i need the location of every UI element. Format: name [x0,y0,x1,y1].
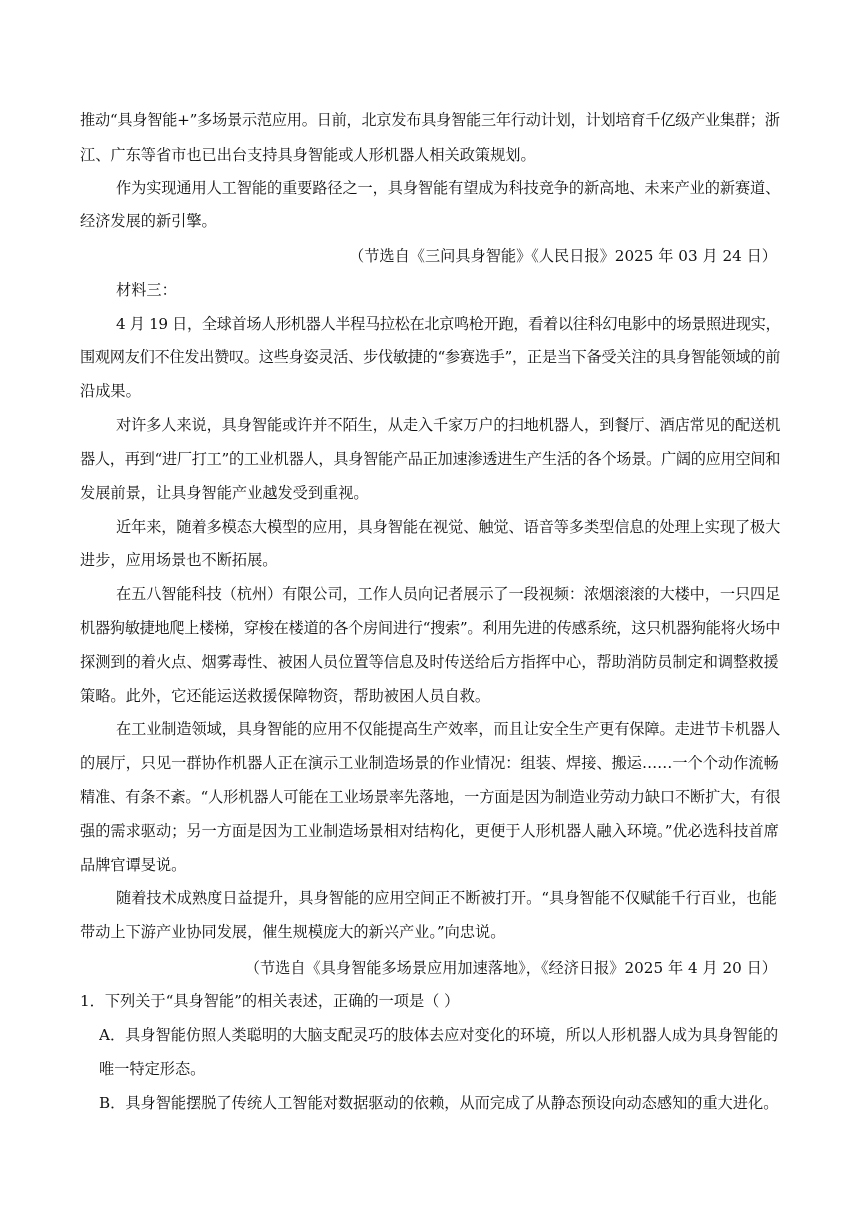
option-b: B．具身智能摆脱了传统人工智能对数据驱动的依赖，从而完成了从静态预设向动态感知的重大进化。 [99,1094,779,1112]
text-line: 进步，应用场景也不断拓展。 [80,551,278,569]
paragraph-start-line: 随着技术成熟度日益提升，具身智能的应用空间正不断被打开。“具身智能不仅赋能千行百业，也能 [116,889,777,907]
option-a-continuation: 唯一特定形态。 [99,1060,206,1078]
paragraph-start-line: 4 月 19 日，全球首场人形机器人半程马拉松在北京鸣枪开跑，看着以往科幻电影中的场景照进现实， [116,315,780,333]
text-line: 发展前景，让具身智能产业越发受到重视。 [80,484,369,502]
text-line: 沿成果。 [80,382,141,400]
text-line: 带动上下游产业协同发展，催生规模庞大的新兴产业。”向忠说。 [80,923,506,941]
text-line: 探测到的着火点、烟雾毒性、被困人员位置等信息及时传送给后方指挥中心，帮助消防员制定和调整救援 [80,653,779,671]
paragraph-start-line: 在五八智能科技（杭州）有限公司，工作人员向记者展示了一段视频：浓烟滚滚的大楼中，一只四足 [116,585,780,603]
option-a: A．具身智能仿照人类聪明的大脑支配灵巧的肢体去应对变化的环境，所以人形机器人成为具身智能的 [99,1026,779,1044]
text-line: 的展厅，只见一群协作机器人正在演示工业制造场景的作业情况：组装、焊接、搬运……一个个动作流畅 [80,754,779,772]
source-citation: （节选自《三问具身智能》《人民日报》2025 年 03 月 24 日） [349,247,777,265]
text-line: 围观网友们不住发出赞叹。这些身姿灵活、步伐敏捷的“参赛选手”，正是当下备受关注的具身智能领域的前 [80,348,780,366]
paragraph-start-line: 作为实现通用人工智能的重要路径之一，具身智能有望成为科技竞争的新高地、未来产业的新赛道、 [116,179,780,197]
text-line: 推动“具身智能+”多场景示范应用。日前，北京发布具身智能三年行动计划，计划培育千亿级产业集群；浙 [80,111,780,129]
text-line: 策略。此外，它还能运送救援保障物资，帮助被困人员自救。 [80,687,491,705]
question-stem: 1．下列关于“具身智能”的相关表述，正确的一项是（ ） [80,992,460,1010]
text-line: 器人，再到“进厂打工”的工业机器人，具身智能产品正加速渗透进生产生活的各个场景。广阔的应用空间和 [80,450,780,468]
text-line: 强的需求驱动；另一方面是因为工业制造场景相对结构化，更便于人形机器人融入环境。”优必选科技首席 [80,822,779,840]
section-heading: 材料三： [116,281,177,299]
paragraph-start-line: 近年来，随着多模态大模型的应用，具身智能在视觉、触觉、语音等多类型信息的处理上实现了极大 [116,518,780,536]
text-line: 江、广东等省市也已出台支持具身智能或人形机器人相关政策规划。 [80,146,536,164]
text-line: 机器狗敏捷地爬上楼梯，穿梭在楼道的各个房间进行“搜索”。利用先进的传感系统，这只机器狗能将火场中 [80,619,780,637]
source-citation: （节选自《具身智能多场景应用加速落地》，《经济日报》2025 年 4 月 20 日） [244,959,777,977]
text-line: 品牌官谭旻说。 [80,856,187,874]
paragraph-start-line: 对许多人来说，具身智能或许并不陌生，从走入千家万户的扫地机器人，到餐厅、酒店常见的配送机 [116,416,780,434]
text-line: 精准、有条不紊。“人形机器人可能在工业场景率先落地，一方面是因为制造业劳动力缺口不断扩大，有很 [80,788,780,806]
paragraph-start-line: 在工业制造领域，具身智能的应用不仅能提高生产效率，而且让安全生产更有保障。走进节卡机器人 [116,720,780,738]
text-line: 经济发展的新引擎。 [80,212,217,230]
